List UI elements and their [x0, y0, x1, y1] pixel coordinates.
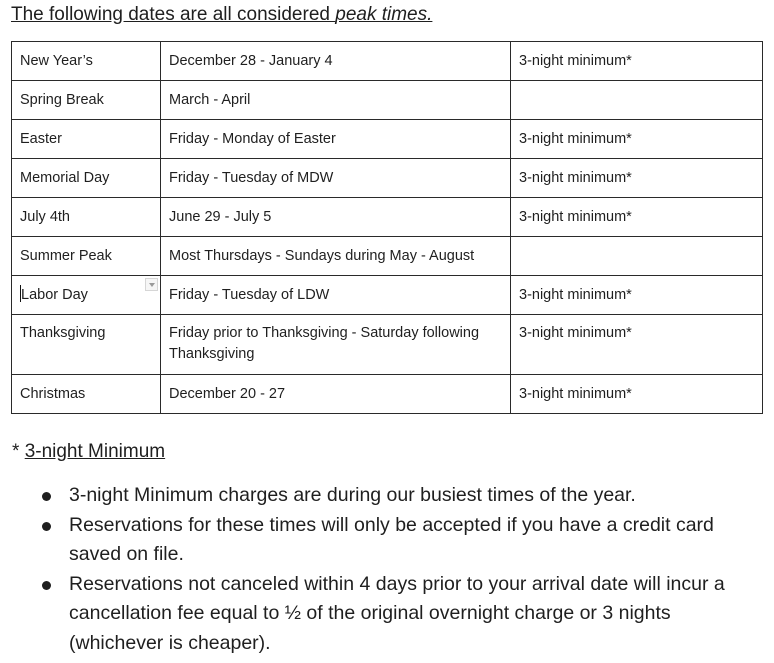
list-item — [38, 511, 768, 570]
note-text: 3-night Minimum charges are during our busiest times of the year. — [69, 484, 636, 506]
minimum-cell[interactable]: 3-night minimum* — [511, 276, 763, 315]
dates-cell[interactable]: December 20 - 27 — [161, 375, 511, 414]
peak-times-table — [11, 41, 763, 414]
dates-cell[interactable]: Friday - Tuesday of LDW — [161, 276, 511, 315]
note-text: Reservations not canceled within 4 days prior to your arrival date will incur a cancellation fee equal to ½ of the original overnight charge or 3 nights (whichever is cheaper). — [69, 572, 725, 654]
bullet-icon — [42, 492, 51, 501]
chevron-down-icon[interactable] — [145, 278, 158, 291]
footnote-title: 3-night Minimum — [24, 441, 166, 462]
heading-text: The following dates are all considered — [11, 4, 336, 25]
dates-cell[interactable]: Friday prior to Thanksgiving - Saturday following Thanksgiving — [161, 315, 511, 375]
dates-cell[interactable]: December 28 - January 4 — [161, 42, 511, 81]
dates-cell[interactable]: Friday - Monday of Easter — [161, 120, 511, 159]
dates-cell[interactable]: Most Thursdays - Sundays during May - August — [161, 237, 511, 276]
holiday-cell-active[interactable] — [12, 276, 161, 315]
table-row — [12, 198, 763, 237]
table-row — [12, 237, 763, 276]
minimum-cell[interactable] — [511, 81, 763, 120]
holiday-label: Labor Day — [21, 286, 88, 303]
note-text: Reservations for these times will only be accepted if you have a credit card saved on file. — [69, 513, 714, 565]
table-row — [12, 315, 763, 375]
bullet-icon — [42, 522, 51, 531]
minimum-cell[interactable]: 3-night minimum* — [511, 159, 763, 198]
footnote-marker: * — [12, 441, 25, 462]
heading-emphasis: peak times. — [335, 4, 433, 25]
minimum-cell[interactable]: 3-night minimum* — [511, 315, 763, 375]
dates-cell[interactable]: Friday - Tuesday of MDW — [161, 159, 511, 198]
minimum-cell[interactable] — [511, 237, 763, 276]
minimum-cell[interactable]: 3-night minimum* — [511, 120, 763, 159]
notes-list — [38, 481, 768, 658]
holiday-cell[interactable]: Christmas — [12, 375, 161, 414]
holiday-cell[interactable]: Spring Break — [12, 81, 161, 120]
table-row — [12, 276, 763, 315]
bullet-icon — [42, 581, 51, 590]
table-row — [12, 120, 763, 159]
dates-cell[interactable]: March - April — [161, 81, 511, 120]
table-row — [12, 42, 763, 81]
holiday-cell[interactable]: New Year’s — [12, 42, 161, 81]
page-heading — [11, 3, 432, 27]
holiday-cell[interactable]: Easter — [12, 120, 161, 159]
table-row — [12, 159, 763, 198]
holiday-cell[interactable]: Thanksgiving — [12, 315, 161, 375]
list-item — [38, 481, 768, 511]
list-item — [38, 570, 768, 659]
minimum-cell[interactable]: 3-night minimum* — [511, 198, 763, 237]
minimum-cell[interactable]: 3-night minimum* — [511, 375, 763, 414]
holiday-cell[interactable]: Memorial Day — [12, 159, 161, 198]
dates-cell[interactable]: June 29 - July 5 — [161, 198, 511, 237]
footnote-heading — [12, 440, 165, 464]
table-row — [12, 81, 763, 120]
holiday-cell[interactable]: July 4th — [12, 198, 161, 237]
minimum-cell[interactable]: 3-night minimum* — [511, 42, 763, 81]
table-row — [12, 375, 763, 414]
holiday-cell[interactable]: Summer Peak — [12, 237, 161, 276]
